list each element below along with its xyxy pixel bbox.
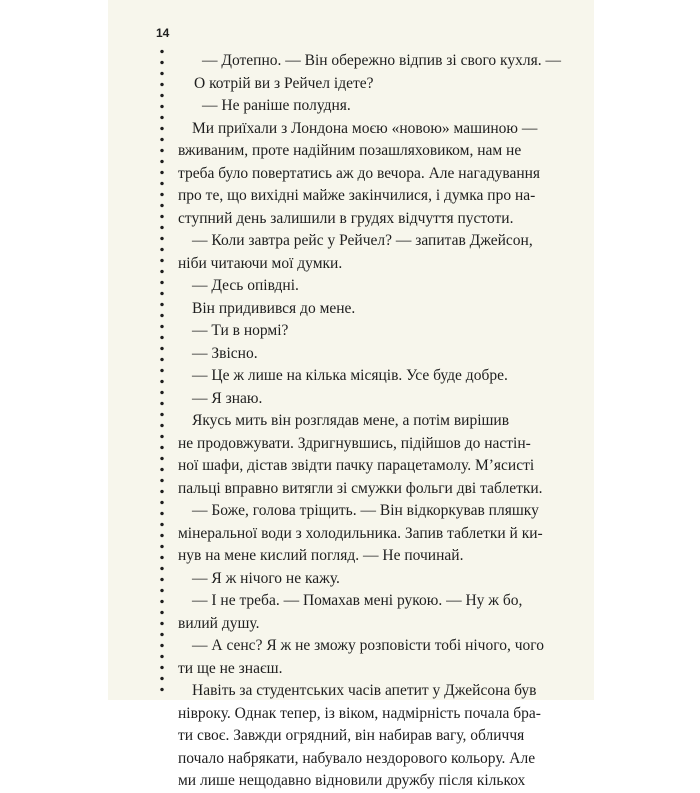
text-line: — Коли завтра рейс у Рейчел? — запитав Джейсон, bbox=[192, 232, 533, 249]
text-line: — І не треба. — Помахав мені рукою. — Ну ж бо, bbox=[192, 592, 523, 609]
text-line: ступний день залишили в грудях відчуття пустоти. bbox=[178, 209, 514, 227]
text-line: Ми приїхали з Лондона моєю «новою» машиною — bbox=[192, 119, 538, 137]
text-line: ніби читаючи мої думки. bbox=[178, 254, 343, 272]
text-line: — Боже, голова тріщить. — Він відкоркував пляшку bbox=[192, 502, 539, 519]
text-line: нівроку. Однак тепер, із віком, надмірність почала бра- bbox=[178, 704, 541, 722]
dotted-margin-rule bbox=[160, 46, 164, 696]
text-line: — Звісно. bbox=[192, 344, 258, 362]
text-line: ної шафи, дістав звідти пачку парацетамолу. М’ясисті bbox=[178, 457, 535, 474]
page-number: 14 bbox=[156, 26, 170, 40]
text-line: пальці вправно витягли зі смужки фольги дві таблетки. bbox=[178, 479, 543, 497]
text-line: вилий душу. bbox=[178, 614, 260, 632]
text-line: — Це ж лише на кілька місяців. Усе буде добре. bbox=[192, 367, 508, 384]
text-line: — Не раніше полудня. bbox=[202, 97, 351, 114]
text-line: — Десь опівдні. bbox=[192, 277, 299, 294]
text-line: — Дотепно. — Він обережно відпив зі свого кухля. — bbox=[202, 52, 561, 69]
text-line: треба було повертатись аж до вечора. Але нагадування bbox=[178, 164, 541, 182]
text-line: Навіть за студентських часів апетит у Джейсона був bbox=[192, 682, 537, 699]
text-line: Він придивився до мене. bbox=[192, 299, 356, 317]
text-line: не продовжувати. Здригнувшись, підійшов до настін- bbox=[178, 434, 531, 452]
text-line: ми лише нещодавно відновили дружбу після кількох bbox=[178, 772, 526, 789]
text-line: — Ти в нормі? bbox=[192, 322, 289, 339]
body-text bbox=[178, 50, 561, 793]
text-line: — Я знаю. bbox=[192, 389, 263, 407]
text-line: ти своє. Завжди огрядний, він набирав вагу, обличчя bbox=[178, 727, 525, 744]
text-line: мінеральної води з холодильника. Запив таблетки й ки- bbox=[178, 524, 543, 542]
text-line: почало набрякати, набувало нездорового кольору. Але bbox=[178, 749, 536, 767]
text-line: О котрій ви з Рейчел ідете? bbox=[194, 74, 374, 92]
text-line: про те, що вихідні майже закінчилися, і думка про на- bbox=[178, 187, 536, 204]
text-line: — Я ж нічого не кажу. bbox=[192, 569, 340, 587]
text-line: вживаним, проте надійним позашляховиком, нам не bbox=[178, 142, 522, 159]
text-line: — А сенс? Я ж не зможу розповісти тобі нічого, чого bbox=[192, 637, 544, 654]
text-line: нув на мене кислий погляд. — Не починай. bbox=[178, 547, 464, 564]
text-line: ти ще не знаєш. bbox=[178, 659, 283, 677]
text-line: Якусь мить він розглядав мене, а потім вирішив bbox=[192, 412, 510, 429]
